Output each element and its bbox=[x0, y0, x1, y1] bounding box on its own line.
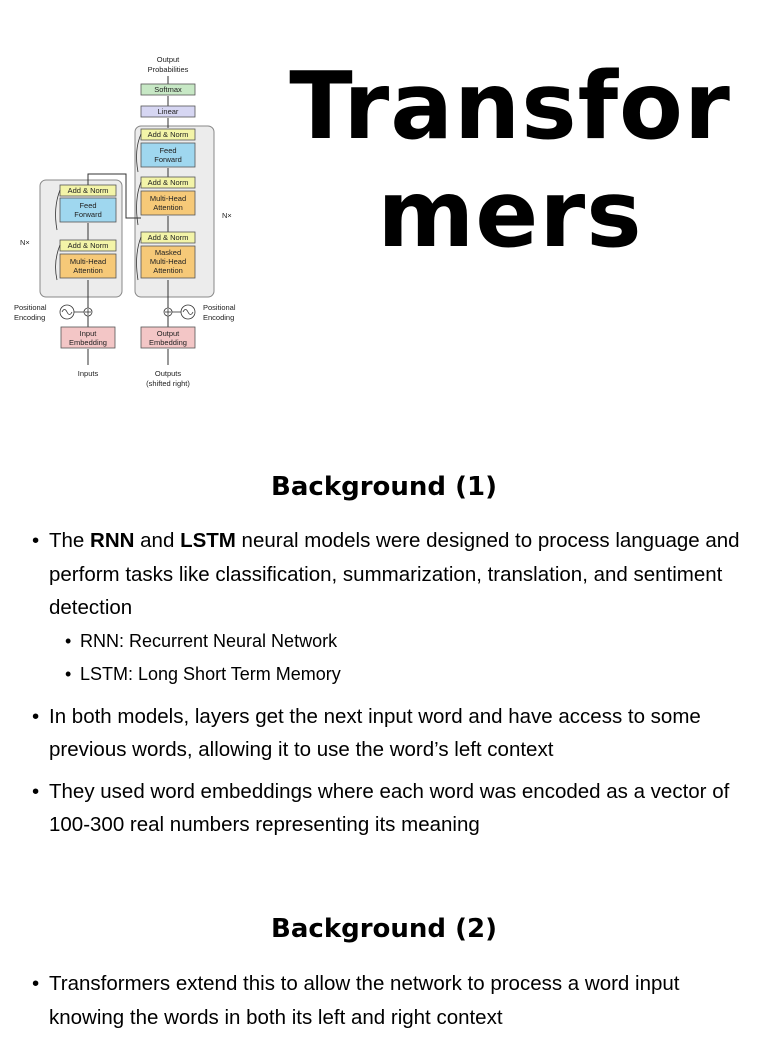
masked-multi-head-label-3: Attention bbox=[153, 266, 183, 275]
encoder-feed-forward-label-1: Feed bbox=[79, 201, 97, 210]
slide-background-2 bbox=[0, 914, 768, 944]
encoder-stack bbox=[40, 180, 122, 297]
bullet1-pre: The bbox=[49, 529, 91, 552]
title-line-2: mers bbox=[377, 160, 643, 268]
decoder-nx-label: N× bbox=[222, 211, 232, 220]
slide1-heading: Background (1) bbox=[271, 472, 497, 502]
slide1-bullet-1 bbox=[30, 524, 740, 692]
decoder-add-norm-1-label: Add & Norm bbox=[147, 233, 189, 242]
decoder-multi-head-label-1: Multi-Head bbox=[149, 194, 187, 203]
encoder-multi-head-label-2: Attention bbox=[73, 266, 103, 275]
decoder-positional-label-1: Positional bbox=[203, 303, 236, 312]
slide2-bullet-list bbox=[30, 967, 740, 1042]
outputs-label-1: Outputs bbox=[154, 369, 182, 378]
slide1-sub-list bbox=[49, 625, 740, 692]
slide1-bullet-2: • In both models, layers get the next input word and have access to some previous words, allowing it to use the word’s left context bbox=[30, 700, 740, 767]
input-embedding-label-2: Embedding bbox=[69, 338, 107, 347]
bullet1-post: neural models were designed to process language and perform tasks like classification, summarization, translation, and sentiment detection bbox=[49, 529, 740, 619]
page-title bbox=[270, 52, 750, 268]
output-embedding-label-2: Embedding bbox=[149, 338, 187, 347]
softmax-label: Softmax bbox=[154, 85, 182, 94]
encoder-add-norm-2-label: Add & Norm bbox=[67, 186, 109, 195]
transformer-diagram-svg bbox=[0, 40, 260, 400]
linear-label: Linear bbox=[157, 107, 179, 116]
encoder-positional-label-1: Positional bbox=[14, 303, 47, 312]
transformer-architecture-diagram bbox=[0, 40, 260, 400]
decoder-add-norm-2-label: Add & Norm bbox=[147, 178, 189, 187]
input-embedding-label-1: Input bbox=[79, 329, 97, 338]
slide2-bullet-1: • Transformers extend this to allow the network to process a word input knowing the words in both its left and right context bbox=[30, 967, 740, 1034]
decoder-add-norm-3-label: Add & Norm bbox=[147, 130, 189, 139]
decoder-positional-label-2: Encoding bbox=[203, 313, 235, 322]
slide1-sub-bullet-2: • LSTM: Long Short Term Memory bbox=[49, 658, 740, 692]
decoder-multi-head-label-2: Attention bbox=[153, 203, 183, 212]
bullet1-rnn: RNN bbox=[90, 529, 135, 552]
inputs-label: Inputs bbox=[77, 369, 99, 378]
masked-multi-head-label-1: Masked bbox=[154, 248, 182, 257]
encoder-multi-head-label-1: Multi-Head bbox=[69, 257, 107, 266]
slide1-bullet-3: • They used word embeddings where each word was encoded as a vector of 100-300 real numbers representing its meaning bbox=[30, 775, 740, 842]
slide1-bullet-list bbox=[30, 524, 740, 850]
encoder-feed-forward-label-2: Forward bbox=[74, 210, 102, 219]
encoder-add-norm-1-label: Add & Norm bbox=[67, 241, 109, 250]
slide-background-1 bbox=[0, 472, 768, 502]
slide1-sub-bullet-1: • RNN: Recurrent Neural Network bbox=[49, 625, 740, 659]
output-probabilities-label-2: Probabilities bbox=[147, 65, 189, 74]
encoder-positional-label-2: Encoding bbox=[14, 313, 46, 322]
decoder-feed-forward-label-2: Forward bbox=[154, 155, 182, 164]
bullet1-mid: and bbox=[134, 529, 181, 552]
slide2-heading: Background (2) bbox=[271, 914, 497, 944]
bullet1-lstm: LSTM bbox=[180, 529, 236, 552]
masked-multi-head-label-2: Multi-Head bbox=[149, 257, 187, 266]
output-embedding-label-1: Output bbox=[156, 329, 180, 338]
title-line-1: Transfor bbox=[289, 52, 731, 160]
output-probabilities-label-1: Output bbox=[156, 55, 180, 64]
outputs-label-2: (shifted right) bbox=[146, 379, 190, 388]
encoder-nx-label: N× bbox=[20, 238, 30, 247]
decoder-feed-forward-label-1: Feed bbox=[159, 146, 177, 155]
